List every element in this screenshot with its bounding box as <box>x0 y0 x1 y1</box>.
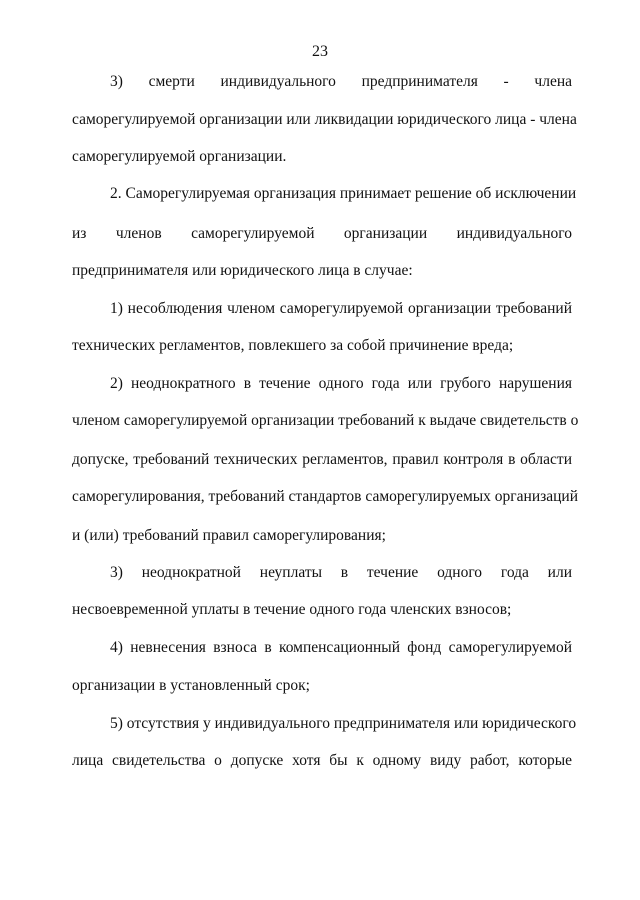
text-line: саморегулируемой организации или ликвидации юридического лица - члена <box>72 111 577 128</box>
text-line: 2) неоднократного в течение одного года или грубого нарушения <box>110 375 572 392</box>
text-line: членом саморегулируемой организации требований к выдаче свидетельств о <box>72 412 579 429</box>
text-line: несвоевременной уплаты в течение одного года членских взносов; <box>72 601 512 618</box>
text-line: технических регламентов, повлекшего за собой причинение вреда; <box>72 337 514 354</box>
text-line: 2. Саморегулируемая организация принимает решение об исключении <box>110 185 577 202</box>
text-line: 3) неоднократной неуплаты в течение одного года или <box>110 564 572 581</box>
text-line: 5) отсутствия у индивидуального предпринимателя или юридического <box>110 715 577 732</box>
text-line: допуске, требований технических регламентов, правил контроля в области <box>72 451 572 468</box>
text-line: саморегулирования, требований стандартов саморегулируемых организаций <box>72 488 579 505</box>
text-line: 4) невнесения взноса в компенсационный фонд саморегулируемой <box>110 639 572 656</box>
text-line: 3) смерти индивидуального предпринимателя - члена <box>110 73 572 90</box>
text-line: 1) несоблюдения членом саморегулируемой организации требований <box>110 300 572 317</box>
text-line: саморегулируемой организации. <box>72 148 287 165</box>
text-line: из членов саморегулируемой организации индивидуального <box>72 225 572 242</box>
text-line: и (или) требований правил саморегулирования; <box>72 527 386 544</box>
text-line: предпринимателя или юридического лица в случае: <box>72 262 413 279</box>
text-line: организации в установленный срок; <box>72 677 310 694</box>
page-number: 23 <box>312 43 328 60</box>
text-line: лица свидетельства о допуске хотя бы к одному виду работ, которые <box>72 752 572 769</box>
